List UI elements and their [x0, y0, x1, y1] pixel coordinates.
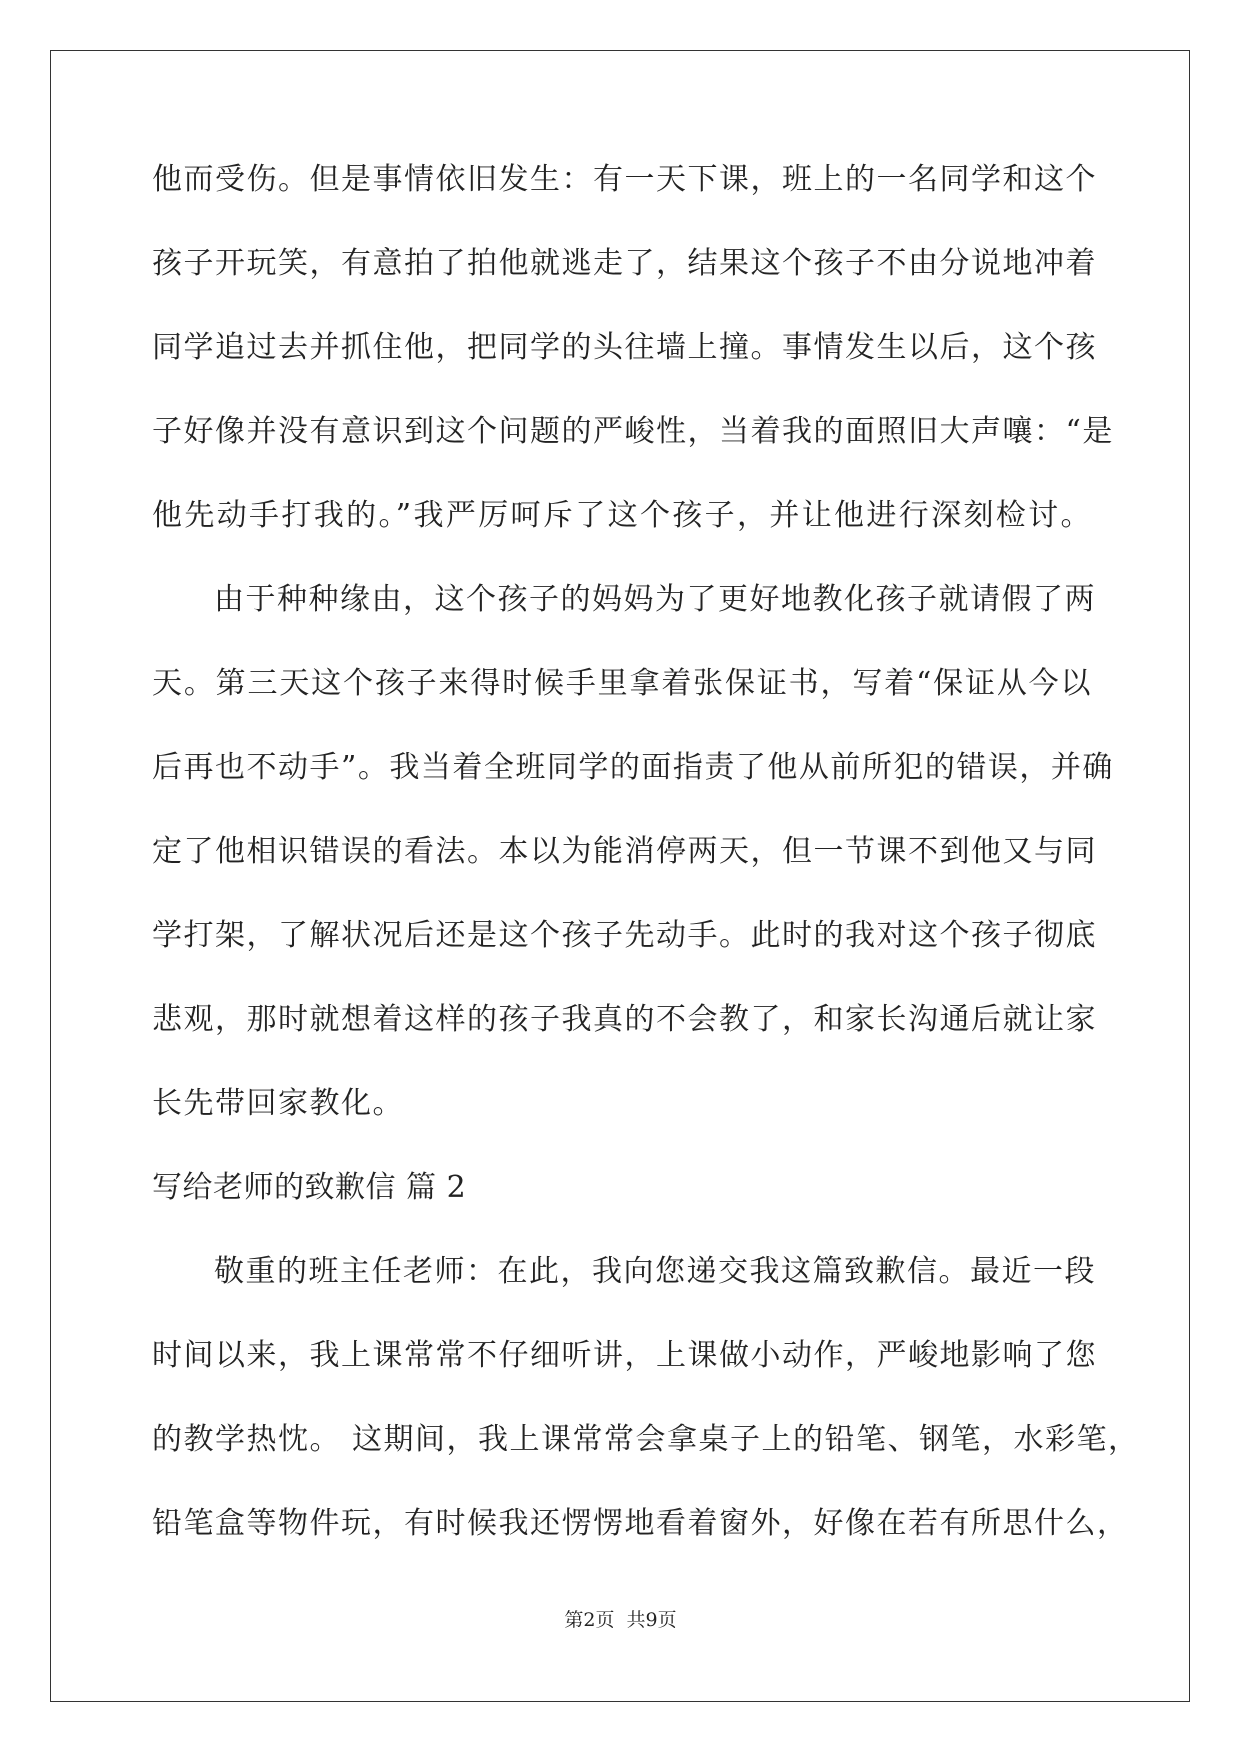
paragraph-line: 由于种种缘由，这个孩子的妈妈为了更好地教化孩子就请假了两 — [214, 582, 1096, 617]
paragraph-line: 定了他相识错误的看法。本以为能消停两天，但一节课不到他又与同 — [152, 834, 1097, 869]
section-heading: 写给老师的致歉信 篇 2 — [152, 1170, 467, 1205]
paragraph-line: 悲观，那时就想着这样的孩子我真的不会教了，和家长沟通后就让家 — [152, 1002, 1097, 1037]
page-number: 第2页 共9页 — [564, 1609, 677, 1631]
page-footer — [0, 1608, 1241, 1632]
paragraph-line: 铅笔盒等物件玩，有时候我还愣愣地看着窗外，好像在若有所思什么， — [152, 1506, 1129, 1541]
paragraph-line: 子好像并没有意识到这个问题的严峻性，当着我的面照旧大声嚷：“是 — [152, 414, 1114, 449]
paragraph-line: 孩子开玩笑，有意拍了拍他就逃走了，结果这个孩子不由分说地冲着 — [152, 246, 1097, 281]
paragraph-line: 敬重的班主任老师：在此，我向您递交我这篇致歉信。最近一段 — [214, 1254, 1096, 1289]
paragraph-line: 的教学热忱。 这期间，我上课常常会拿桌子上的铅笔、钢笔，水彩笔， — [152, 1422, 1140, 1457]
paragraph-line: 时间以来，我上课常常不仔细听讲，上课做小动作，严峻地影响了您 — [152, 1338, 1097, 1373]
paragraph-line: 他先动手打我的。”我严厉呵斥了这个孩子，并让他进行深刻检讨。 — [152, 498, 1092, 533]
paragraph-line: 后再也不动手”。我当着全班同学的面指责了他从前所犯的错误，并确 — [152, 750, 1114, 785]
paragraph-line: 同学追过去并抓住他，把同学的头往墙上撞。事情发生以后，这个孩 — [152, 330, 1097, 365]
paragraph-line: 天。第三天这个孩子来得时候手里拿着张保证书，写着“保证从今以 — [152, 666, 1092, 701]
paragraph-line: 他而受伤。但是事情依旧发生：有一天下课，班上的一名同学和这个 — [152, 162, 1097, 197]
paragraph-line: 学打架，了解状况后还是这个孩子先动手。此时的我对这个孩子彻底 — [152, 918, 1097, 953]
document-body — [152, 160, 1140, 1588]
paragraph-line: 长先带回家教化。 — [152, 1086, 404, 1121]
